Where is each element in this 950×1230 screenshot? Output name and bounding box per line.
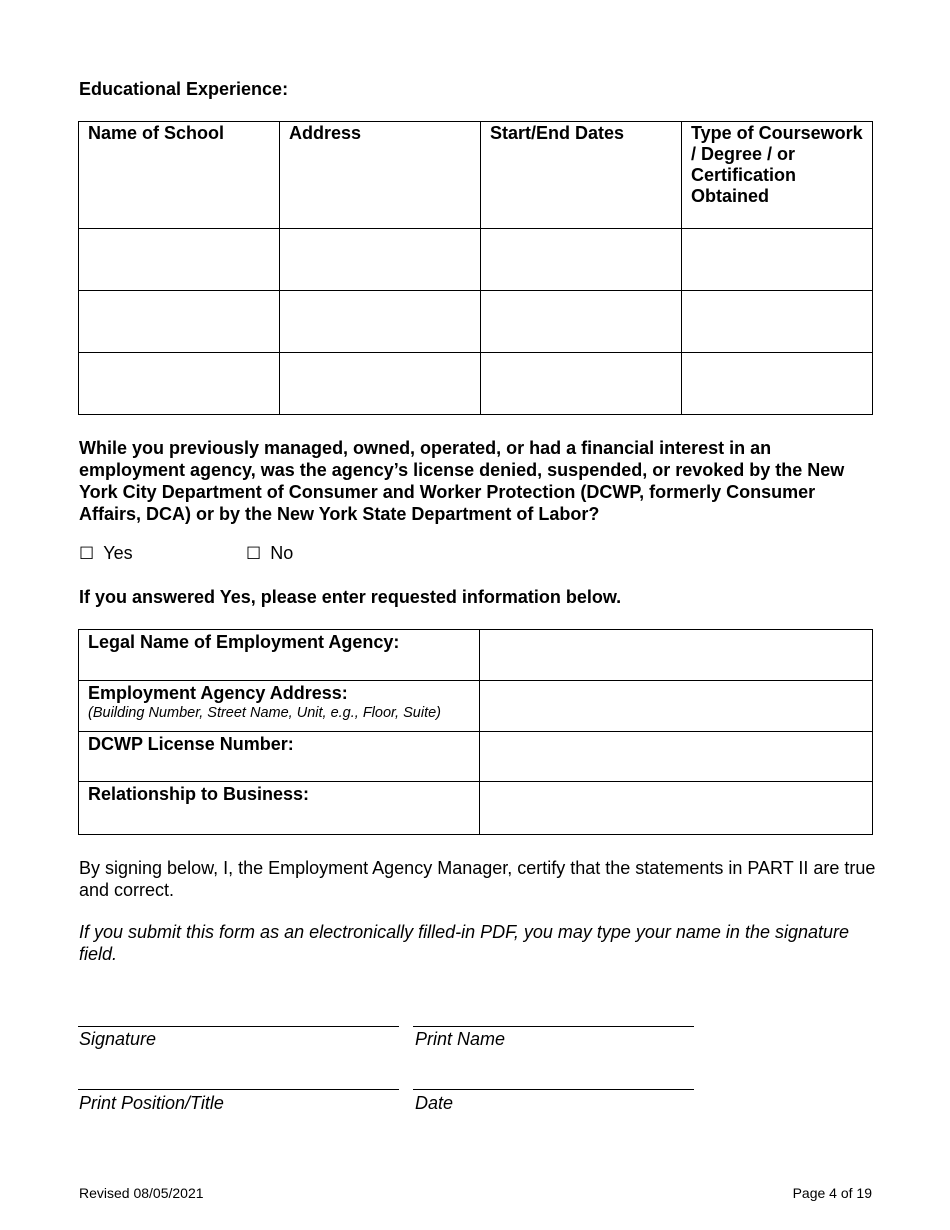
table-row [79,229,873,291]
table-row [79,681,873,732]
no-label: No [270,543,294,563]
relationship-label-cell: Relationship to Business: [79,782,480,835]
position-title-line[interactable] [78,1089,399,1090]
education-header-row [79,122,873,229]
school-dates-cell[interactable] [481,291,682,353]
table-row [79,782,873,835]
column-header-address: Address [280,122,481,229]
school-address-cell[interactable] [280,291,481,353]
school-name-cell[interactable] [79,353,280,415]
school-dates-cell[interactable] [481,353,682,415]
table-row [79,732,873,782]
signature-line[interactable] [78,1026,399,1027]
no-checkbox[interactable] [246,543,293,564]
table-row [79,291,873,353]
efile-note: If you submit this form as an electronically filled-in PDF, you may type your name in the signature field. [79,922,850,964]
school-dates-cell[interactable] [481,229,682,291]
school-name-cell[interactable] [79,229,280,291]
license-number-field[interactable] [480,732,873,782]
checkbox-icon[interactable]: ☐ [79,544,95,564]
license-question: While you previously managed, owned, operated, or had a financial interest in an employment agency, was the agency’s license denied, suspended, or revoked by the New York City Department of Consumer and Worker Protection (DCWP, formerly Consumer Affairs, DCA) or by the New York State Department of Labor? [79,438,845,524]
table-row [79,353,873,415]
certification-statement: By signing below, I, the Employment Agency Manager, certify that the statements in PART II are true and correct. [79,858,876,900]
print-name-line[interactable] [413,1026,694,1027]
yes-checkbox[interactable] [79,543,133,564]
coursework-cell[interactable] [682,291,873,353]
column-header-school: Name of School [79,122,280,229]
column-header-dates: Start/End Dates [481,122,682,229]
agency-info-table [78,629,873,835]
coursework-cell[interactable] [682,353,873,415]
yes-label: Yes [103,543,133,563]
revised-date: Revised 08/05/2021 [79,1185,204,1201]
relationship-field[interactable] [480,782,873,835]
address-hint: (Building Number, Street Name, Unit, e.g., Floor, Suite) [88,705,441,721]
legal-name-field[interactable] [480,630,873,681]
position-title-label: Print Position/Title [79,1093,224,1113]
page-number: Page 4 of 19 [792,1185,872,1201]
education-heading: Educational Experience: [79,79,289,99]
print-name-label: Print Name [415,1029,506,1049]
table-row [79,630,873,681]
address-label-cell: Employment Agency Address: (Building Number, Street Name, Unit, e.g., Floor, Suite) [79,681,480,732]
date-line[interactable] [413,1089,694,1090]
license-label-cell: DCWP License Number: [79,732,480,782]
school-address-cell[interactable] [280,353,481,415]
education-table [78,121,873,415]
agency-instruction: If you answered Yes, please enter requested information below. [79,587,622,607]
agency-address-field[interactable] [480,681,873,732]
school-address-cell[interactable] [280,229,481,291]
coursework-cell[interactable] [682,229,873,291]
date-label: Date [415,1093,454,1113]
column-header-coursework: Type of Coursework / Degree / or Certification Obtained [682,122,873,229]
school-name-cell[interactable] [79,291,280,353]
legal-name-label-cell: Legal Name of Employment Agency: [79,630,480,681]
checkbox-icon[interactable]: ☐ [246,544,262,564]
signature-label: Signature [79,1029,157,1049]
